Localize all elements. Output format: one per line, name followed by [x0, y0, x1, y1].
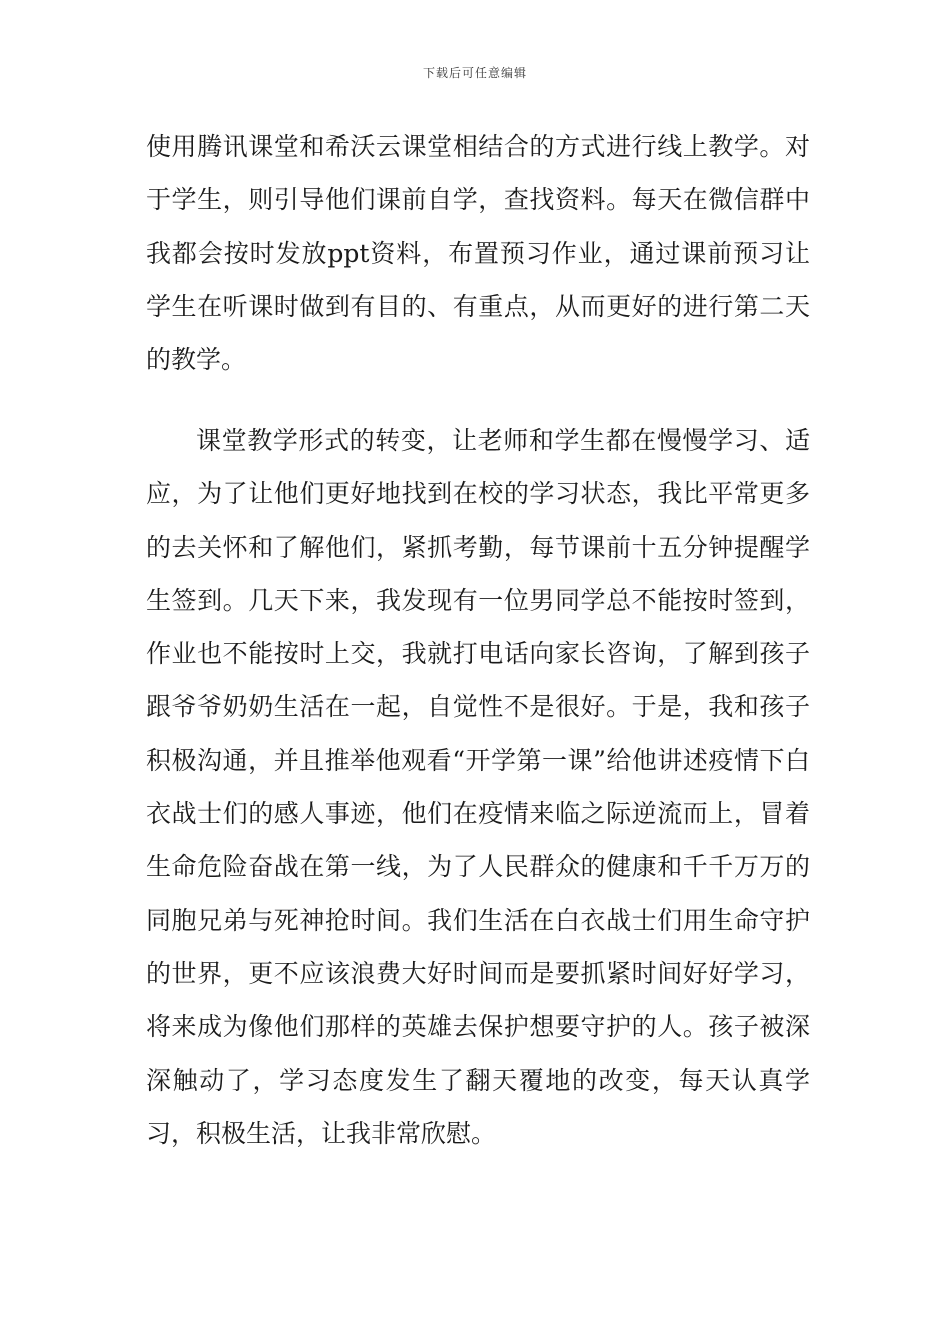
body-paragraph-1: 使用腾讯课堂和希沃云课堂相结合的方式进行线上教学。对于学生，则引导他们课前自学，查找资料。每天在微信群中我都会按时发放ppt资料，布置预习作业，通过课前预习让学生在听课时做到有目的、有重点，从而更好的进行第二天的教学。 — [146, 132, 810, 375]
header-note: 下载后可任意编辑 — [422, 66, 527, 80]
body-paragraph-2: 课堂教学形式的转变，让老师和学生都在慢慢学习、适应，为了让他们更好地找到在校的学习状态，我比平常更多的去关怀和了解他们，紧抓考勤，每节课前十五分钟提醒学生签到。几天下来，我发现有一位男同学总不能按时签到，作业也不能按时上交，我就打电话向家长咨询，了解到孩子跟爷爷奶奶生活在一起，自觉性不是很好。于是，我和孩子积极沟通，并且推举他观看“开学第一课”给他讲述疫情下白衣战士们的感人事迹，他们在疫情来临之际逆流而上，冒着生命危险奋战在第一线，为了人民群众的健康和千千万万的同胞兄弟与死神抢时间。我们生活在白衣战士们用生命守护的世界，更不应该浪费大好时间而是要抓紧时间好好学习，将来成为像他们那样的英雄去保护想要守护的人。孩子被深深触动了，学习态度发生了翻天覆地的改变，每天认真学习，积极生活，让我非常欣慰。 — [146, 426, 810, 1148]
